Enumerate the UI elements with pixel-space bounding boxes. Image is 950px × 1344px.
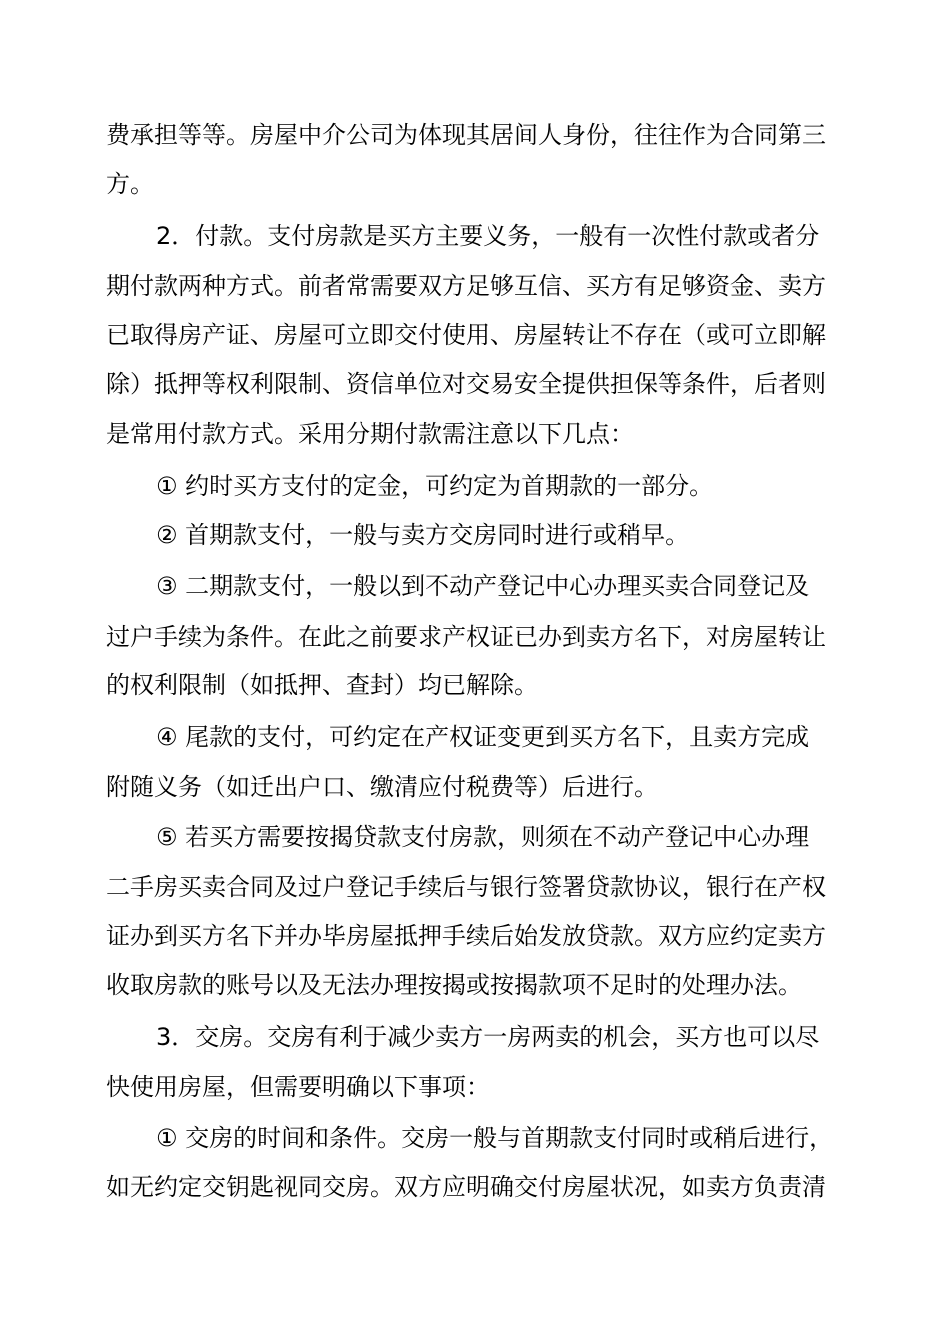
text-line: 收取房款的账号以及无法办理按揭或按揭款项不足时的处理办法。 (106, 971, 802, 999)
text-line: 附随义务（如迁出户口、缴清应付税费等）后进行。 (106, 773, 658, 801)
text-line: 快使用房屋，但需要明确以下事项： (106, 1073, 490, 1101)
section-heading-handover: 3．交房。交房有利于减少卖方一房两卖的机会，买方也可以尽 (156, 1023, 820, 1051)
text-line: 证办到买方名下并办毕房屋抵押手续后始发放贷款。双方应约定卖方 (106, 922, 826, 950)
text-line: 除）抵押等权利限制、资信单位对交易安全提供担保等条件，后者则 (106, 370, 826, 398)
text-line: 期付款两种方式。前者常需要双方足够互信、买方有足够资金、卖方 (106, 272, 826, 300)
list-item-4: ④ 尾款的支付，可约定在产权证变更到买方名下，且卖方完成 (156, 723, 810, 751)
text-line: 的权利限制（如抵押、查封）均已解除。 (106, 671, 538, 699)
text-line: 二手房买卖合同及过户登记手续后与银行签署贷款协议，银行在产权 (106, 873, 826, 901)
list-item-handover-1: ① 交房的时间和条件。交房一般与首期款支付同时或稍后进行， (156, 1124, 834, 1152)
text-line: 如无约定交钥匙视同交房。双方应明确交付房屋状况，如卖方负责清 (106, 1173, 826, 1201)
text-line: 方。 (106, 170, 154, 198)
text-line: 已取得房产证、房屋可立即交付使用、房屋转让不存在（或可立即解 (106, 321, 826, 349)
list-item-2: ② 首期款支付，一般与卖方交房同时进行或稍早。 (156, 521, 690, 549)
section-heading-payment: 2．付款。支付房款是买方主要义务，一般有一次性付款或者分 (156, 222, 820, 250)
list-item-3: ③ 二期款支付，一般以到不动产登记中心办理买卖合同登记及 (156, 572, 810, 600)
list-item-1: ① 约时买方支付的定金，可约定为首期款的一部分。 (156, 472, 714, 500)
text-line: 过户手续为条件。在此之前要求产权证已办到卖方名下，对房屋转让 (106, 623, 826, 651)
list-item-5: ⑤ 若买方需要按揭贷款支付房款，则须在不动产登记中心办理 (156, 823, 810, 851)
text-line: 费承担等等。房屋中介公司为体现其居间人身份，往往作为合同第三 (106, 121, 826, 149)
text-line: 是常用付款方式。采用分期付款需注意以下几点： (106, 420, 634, 448)
